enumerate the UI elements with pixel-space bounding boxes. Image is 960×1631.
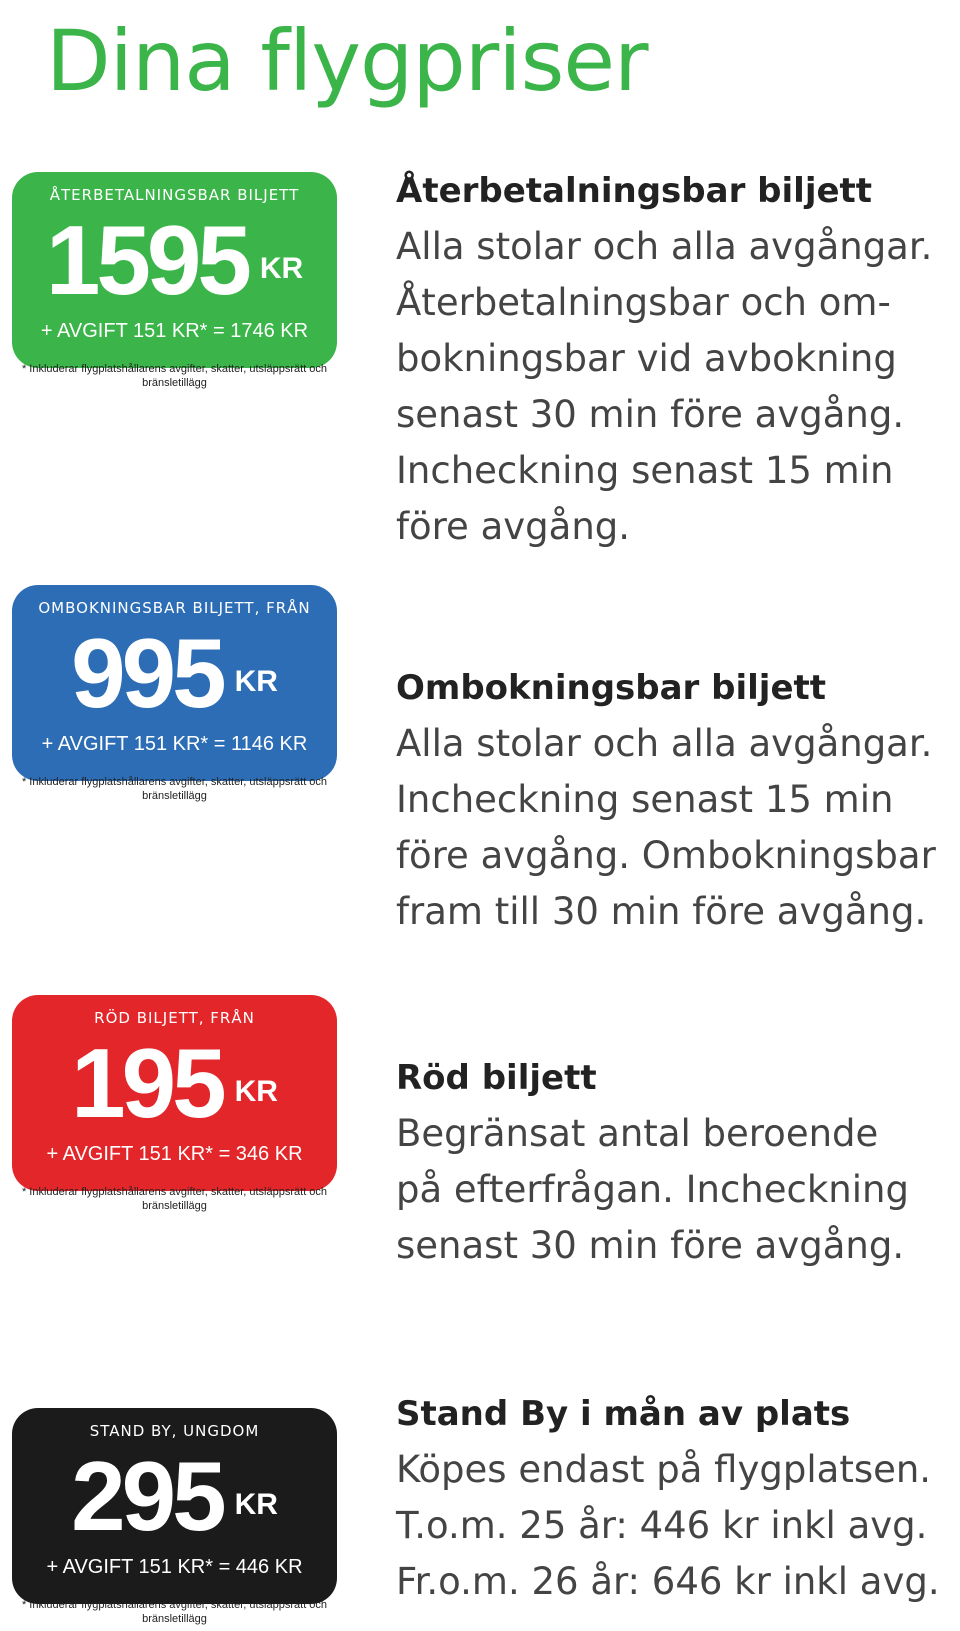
offer-body [396, 716, 956, 940]
red-ticket-description [396, 1050, 956, 1274]
description-line: före avgång. Ombokningsbar [396, 834, 936, 877]
description-line: Alla stolar och alla avgångar. [396, 722, 933, 765]
description-line: Incheckning senast 15 min [396, 778, 894, 821]
description-line: Begränsat antal beroende [396, 1112, 879, 1155]
card-label: ÅTERBETALNINGSBAR BILJETT [49, 186, 300, 204]
card-label: STAND BY, UNGDOM [89, 1422, 260, 1440]
description-line: Incheckning senast 15 min [396, 449, 894, 492]
rebookable-ticket-description [396, 660, 956, 940]
card-price [12, 1028, 337, 1138]
price-amount: 1595 [45, 205, 248, 315]
fee-footnote: * Inkluderar flygplatshållarens avgifter, skatter, utsläppsrätt och bränsletillägg [21, 776, 328, 802]
fee-footnote: * Inkluderar flygplatshållarens avgifter, skatter, utsläppsrätt och bränsletillägg [21, 1599, 328, 1625]
fee-footnote: * Inkluderar flygplatshållarens avgifter, skatter, utsläppsrätt och bränsletillägg [21, 1186, 328, 1212]
description-line: Alla stolar och alla avgångar. [396, 225, 933, 268]
price-unit: KR [234, 665, 278, 698]
price-amount: 995 [71, 618, 223, 728]
offer-body [396, 219, 956, 555]
offer-body [396, 1442, 956, 1610]
standby-youth-card[interactable] [12, 1408, 337, 1604]
price-unit: KR [259, 252, 304, 285]
description-line: senast 30 min före avgång. [396, 393, 905, 436]
card-price [12, 1441, 337, 1551]
price-amount: 195 [71, 1028, 223, 1138]
description-line: på efterfrågan. Incheckning [396, 1168, 909, 1211]
fee-footnote: * Inkluderar flygplatshållarens avgifter, skatter, utsläppsrätt och bränsletillägg [21, 363, 328, 389]
fee-line: + AVGIFT 151 KR* = 1146 KR [41, 733, 308, 755]
description-line: före avgång. [396, 505, 631, 548]
description-line: bokningsbar vid avbokning [396, 337, 897, 380]
card-label: OMBOKNINGSBAR BILJETT, FRÅN [38, 599, 311, 617]
offer-body [396, 1106, 956, 1274]
offer-heading: Ombokningsbar biljett [396, 668, 827, 708]
description-line: T.o.m. 25 år: 446 kr inkl avg. [396, 1504, 928, 1547]
description-line: Köpes endast på flygplatsen. [396, 1448, 932, 1491]
description-line: Återbetalningsbar och om- [396, 281, 891, 324]
card-price [12, 618, 337, 728]
refundable-ticket-description [396, 163, 956, 555]
price-unit: KR [234, 1075, 278, 1108]
red-ticket-card[interactable] [12, 995, 337, 1191]
price-amount: 295 [71, 1441, 223, 1551]
standby-description [396, 1386, 956, 1610]
card-price [12, 205, 337, 315]
price-unit: KR [234, 1488, 278, 1521]
fee-line: + AVGIFT 151 KR* = 346 KR [46, 1143, 303, 1165]
offer-heading: Stand By i mån av plats [396, 1394, 851, 1434]
fee-line: + AVGIFT 151 KR* = 446 KR [46, 1556, 303, 1578]
card-label: RÖD BILJETT, FRÅN [94, 1009, 255, 1027]
fee-line: + AVGIFT 151 KR* = 1746 KR [40, 320, 309, 342]
refundable-ticket-card[interactable] [12, 172, 337, 368]
description-line: fram till 30 min före avgång. [396, 890, 927, 933]
page-title: Dina flygpriser [46, 12, 648, 110]
description-line: Fr.o.m. 26 år: 646 kr inkl avg. [396, 1560, 940, 1603]
offer-heading: Röd biljett [396, 1058, 597, 1098]
rebookable-ticket-card[interactable] [12, 585, 337, 781]
description-line: senast 30 min före avgång. [396, 1224, 905, 1267]
offer-heading: Återbetalningsbar biljett [396, 171, 873, 211]
